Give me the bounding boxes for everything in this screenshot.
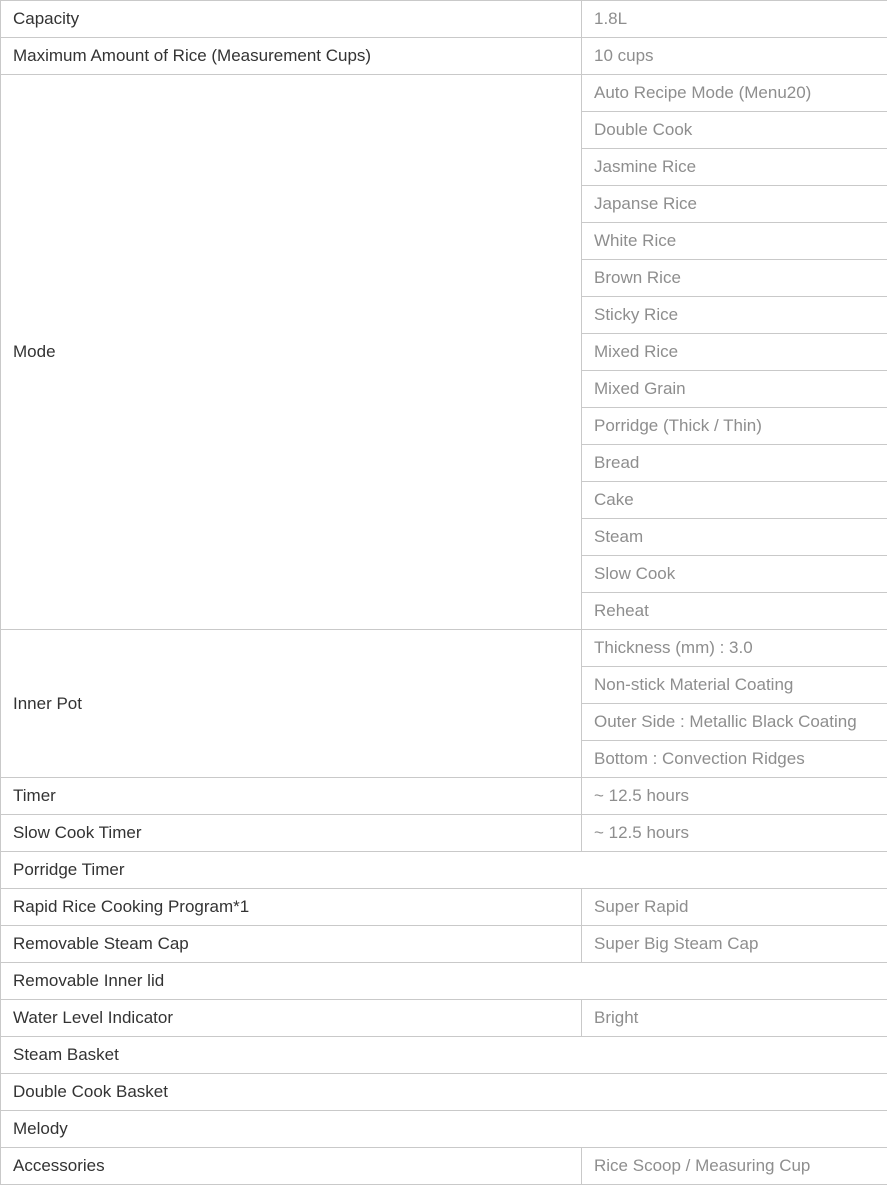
mode-item: Slow Cook — [582, 556, 887, 593]
spec-value: Super Big Steam Cap — [582, 926, 887, 963]
mode-item: Japanse Rice — [582, 186, 887, 223]
spec-label-inner-pot: Inner Pot — [1, 630, 582, 778]
spec-value: Super Rapid — [582, 889, 887, 926]
spec-row-melody — [1, 1111, 887, 1148]
spec-row-mode — [1, 75, 887, 112]
mode-item: Reheat — [582, 593, 887, 630]
spec-label: Double Cook Basket — [1, 1074, 887, 1111]
inner-pot-item: Bottom : Convection Ridges — [582, 741, 887, 778]
spec-label: Capacity — [1, 1, 582, 38]
mode-item: White Rice — [582, 223, 887, 260]
inner-pot-item: Outer Side : Metallic Black Coating — [582, 704, 887, 741]
spec-label: Porridge Timer — [1, 852, 887, 889]
spec-row-steam-cap — [1, 926, 887, 963]
inner-pot-item: Non-stick Material Coating — [582, 667, 887, 704]
spec-row-double-cook-basket — [1, 1074, 887, 1111]
mode-item: Cake — [582, 482, 887, 519]
mode-item: Brown Rice — [582, 260, 887, 297]
spec-label: Accessories — [1, 1148, 582, 1185]
spec-row-max-rice — [1, 38, 887, 75]
mode-item: Mixed Grain — [582, 371, 887, 408]
spec-label: Removable Inner lid — [1, 963, 887, 1000]
spec-label-mode: Mode — [1, 75, 582, 630]
mode-item: Bread — [582, 445, 887, 482]
inner-pot-item: Thickness (mm) : 3.0 — [582, 630, 887, 667]
spec-row-timer — [1, 778, 887, 815]
spec-row-accessories — [1, 1148, 887, 1185]
mode-item: Steam — [582, 519, 887, 556]
spec-value: 1.8L — [582, 1, 887, 38]
spec-row-water-level — [1, 1000, 887, 1037]
mode-item: Porridge (Thick / Thin) — [582, 408, 887, 445]
spec-label: Slow Cook Timer — [1, 815, 582, 852]
spec-label: Steam Basket — [1, 1037, 887, 1074]
spec-row-rapid-cooking — [1, 889, 887, 926]
mode-item: Mixed Rice — [582, 334, 887, 371]
spec-value: Rice Scoop / Measuring Cup — [582, 1148, 887, 1185]
mode-item: Sticky Rice — [582, 297, 887, 334]
spec-row-inner-lid — [1, 963, 887, 1000]
spec-row-steam-basket — [1, 1037, 887, 1074]
spec-value: ~ 12.5 hours — [582, 778, 887, 815]
mode-item: Double Cook — [582, 112, 887, 149]
spec-value: ~ 12.5 hours — [582, 815, 887, 852]
spec-label: Removable Steam Cap — [1, 926, 582, 963]
spec-label: Water Level Indicator — [1, 1000, 582, 1037]
mode-item: Jasmine Rice — [582, 149, 887, 186]
spec-label: Rapid Rice Cooking Program*1 — [1, 889, 582, 926]
spec-row-slow-cook-timer — [1, 815, 887, 852]
spec-row-inner-pot — [1, 630, 887, 667]
spec-label: Melody — [1, 1111, 887, 1148]
spec-value: 10 cups — [582, 38, 887, 75]
spec-row-capacity — [1, 1, 887, 38]
spec-value: Bright — [582, 1000, 887, 1037]
spec-row-porridge-timer — [1, 852, 887, 889]
spec-label: Maximum Amount of Rice (Measurement Cups) — [1, 38, 582, 75]
spec-label: Timer — [1, 778, 582, 815]
mode-item: Auto Recipe Mode (Menu20) — [582, 75, 887, 112]
